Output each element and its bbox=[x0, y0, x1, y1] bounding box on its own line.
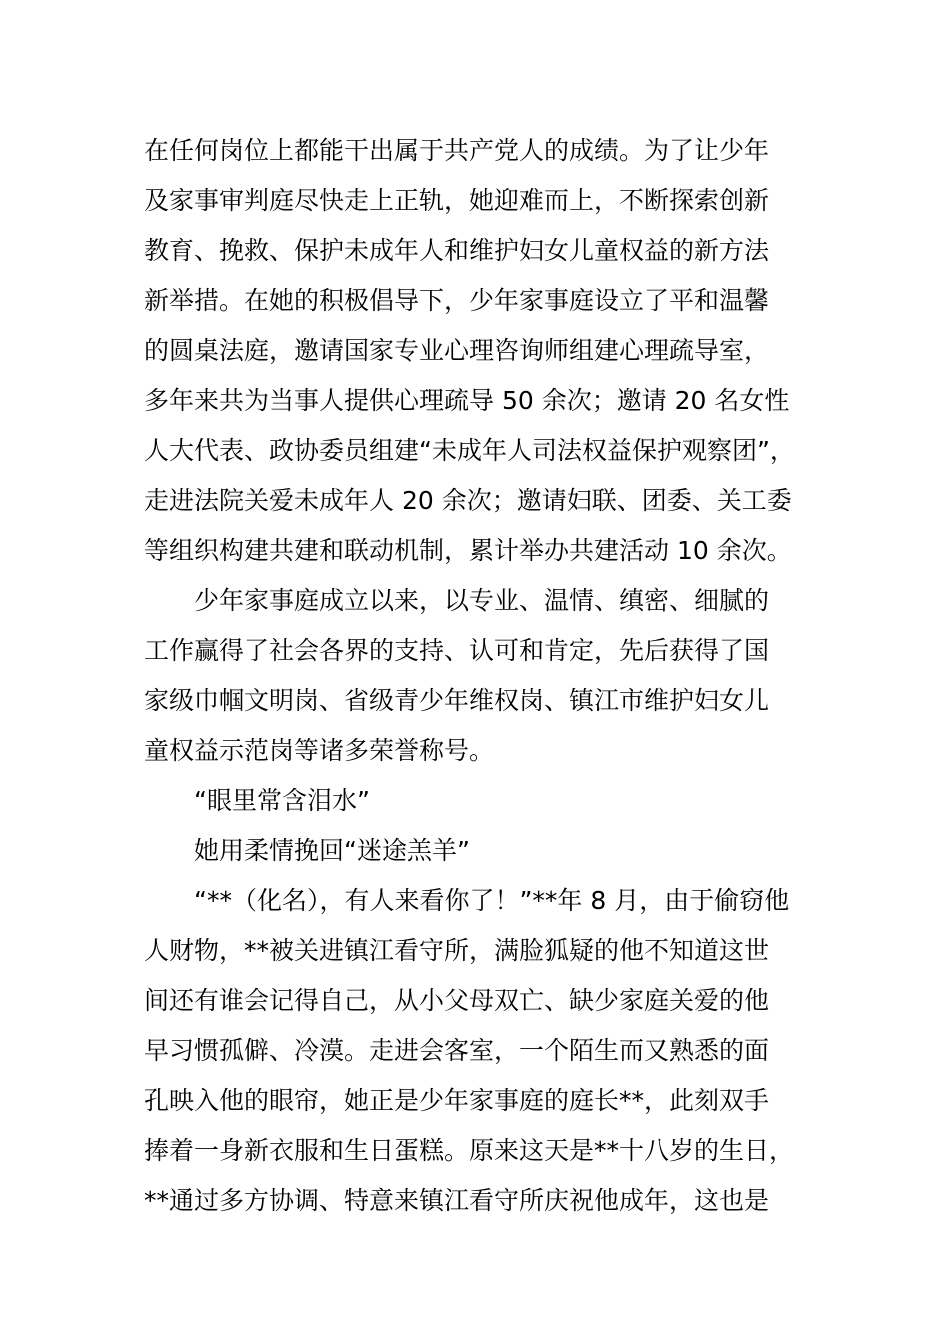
text-line: 人大代表、政协委员组建“未成年人司法权益保护观察团”， bbox=[144, 436, 795, 465]
text-line: 的圆桌法庭，邀请国家专业心理咨询师组建心理疏导室， bbox=[144, 336, 770, 365]
text-line: 孔映入他的眼帘，她正是少年家事庭的庭长**，此刻双手 bbox=[144, 1086, 770, 1115]
text-line: 家级巾帼文明岗、省级青少年维权岗、镇江市维护妇女儿 bbox=[144, 686, 770, 715]
text-line: 童权益示范岗等诸多荣誉称号。 bbox=[144, 736, 495, 765]
document-body bbox=[144, 126, 844, 1226]
text-line: 间还有谁会记得自己，从小父母双亡、缺少家庭关爱的他 bbox=[144, 986, 770, 1015]
text-line: 走进法院关爱未成年人 20 余次；邀请妇联、团委、关工委 bbox=[144, 486, 792, 515]
section-heading: “眼里常含泪水” bbox=[194, 786, 370, 815]
paragraph-start-line: 少年家事庭成立以来，以专业、温情、缜密、细腻的 bbox=[194, 586, 770, 615]
text-line: 等组织构建共建和联动机制，累计举办共建活动 10 余次。 bbox=[144, 536, 792, 565]
paragraph-start-line: “**（化名），有人来看你了！”**年 8 月，由于偷窃他 bbox=[194, 886, 790, 915]
text-line: 教育、挽救、保护未成年人和维护妇女儿童权益的新方法 bbox=[144, 236, 770, 265]
text-line: 及家事审判庭尽快走上正轨，她迎难而上，不断探索创新 bbox=[144, 186, 770, 215]
text-line: **通过多方协调、特意来镇江看守所庆祝他成年，这也是 bbox=[144, 1186, 770, 1215]
section-subheading: 她用柔情挽回“迷途羔羊” bbox=[194, 836, 470, 865]
text-line: 多年来共为当事人提供心理疏导 50 余次；邀请 20 名女性 bbox=[144, 386, 790, 415]
text-line: 人财物，**被关进镇江看守所，满脸狐疑的他不知道这世 bbox=[144, 936, 770, 965]
text-line: 在任何岗位上都能干出属于共产党人的成绩。为了让少年 bbox=[144, 136, 770, 165]
text-line: 新举措。在她的积极倡导下，少年家事庭设立了平和温馨 bbox=[144, 286, 770, 315]
text-line: 捧着一身新衣服和生日蛋糕。原来这天是**十八岁的生日， bbox=[144, 1136, 795, 1165]
text-line: 工作赢得了社会各界的支持、认可和肯定，先后获得了国 bbox=[144, 636, 770, 665]
text-line: 早习惯孤僻、冷漠。走进会客室，一个陌生而又熟悉的面 bbox=[144, 1036, 770, 1065]
